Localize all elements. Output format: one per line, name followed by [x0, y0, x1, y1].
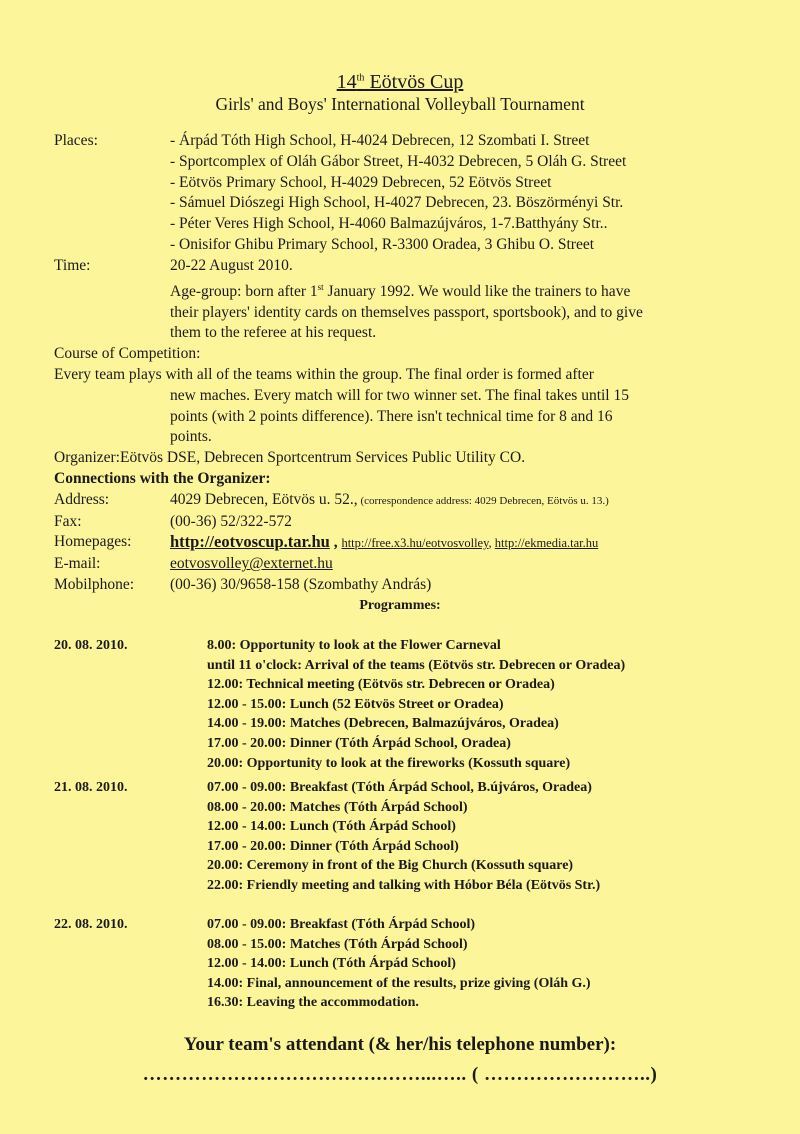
- programme-date: 20. 08. 2010.: [54, 638, 128, 653]
- info-section: [54, 131, 754, 596]
- programme-item: 12.00 - 14.00: Lunch (Tóth Árpád School): [207, 819, 456, 835]
- programme-item: 22.00: Friendly meeting and talking with Hóbor Béla (Eötvös Str.): [207, 877, 601, 893]
- programme-item: 20.00: Ceremony in front of the Big Church (Kossuth square): [207, 858, 574, 874]
- age-group-line1: Age-group: born after 1st January 1992. We would like the trainers to have: [170, 281, 631, 300]
- email-label: E-mail:: [54, 555, 101, 573]
- place-item: - Onisifor Ghibu Primary School, R-3300 Oradea, 3 Ghibu O. Street: [170, 235, 595, 253]
- address-correspondence: (correspondence address: 4029 Debrecen, Eötvös u. 13.): [357, 494, 609, 507]
- address-label: Address:: [54, 490, 110, 508]
- fax-label: Fax:: [54, 512, 82, 530]
- place-item: - Eötvös Primary School, H-4029 Debrecen, 52 Eötvös Street: [170, 173, 552, 191]
- course-line4: points.: [170, 428, 212, 446]
- attendant-fill-line: ……………………………….……...….. ( ……………………..): [142, 1064, 658, 1085]
- fax-value: (00-36) 52/322-572: [170, 512, 292, 530]
- programme-item: 12.00: Technical meeting (Eötvös str. Debrecen or Oradea): [207, 677, 555, 693]
- mobile-row: [54, 575, 754, 596]
- course-line3: points (with 2 points difference). There isn't technical time for 8 and 16: [170, 407, 613, 425]
- mobile-value: (00-36) 30/9658-158 (Szombathy András): [170, 575, 432, 593]
- places-row: [54, 131, 754, 256]
- document-title: [0, 66, 800, 94]
- attendant-heading: Your team's attendant (& her/his telephone number):: [183, 1034, 617, 1055]
- programme-item: 07.00 - 09.00: Breakfast (Tóth Árpád School, B.újváros, Oradea): [207, 780, 592, 795]
- document-subtitle: Girls' and Boys' International Volleyball Tournament: [215, 94, 585, 114]
- age-group-line3: them to the referee at his request.: [170, 324, 377, 342]
- programme-item: 17.00 - 20.00: Dinner (Tóth Árpád School): [207, 838, 459, 854]
- connections-heading: Connections with the Organizer:: [54, 469, 271, 487]
- course-line2: new maches. Every match will for two winner set. The final takes until 15: [170, 386, 629, 404]
- email-row: [54, 554, 754, 575]
- time-label: Time:: [54, 256, 91, 274]
- homepage-main-link[interactable]: http://eotvoscup.tar.hu: [170, 532, 330, 552]
- programme-item: 8.00: Opportunity to look at the Flower Carneval: [207, 638, 501, 653]
- programmes-title: Programmes:: [359, 598, 441, 613]
- homepages-row: Homepages: http://eotvoscup.tar.hu , http://free.x3.hu/eotvosvolley, http://ekmedia.tar.hu: [54, 532, 754, 554]
- programme-item: 14.00: Final, announcement of the results, prize giving (Oláh G.): [207, 975, 591, 991]
- fax-row: [54, 512, 754, 533]
- programme-item: 08.00 - 15.00: Matches (Tóth Árpád School): [207, 936, 468, 952]
- programme-date: 21. 08. 2010.: [54, 780, 128, 795]
- title-main: 14th Eötvös Cup: [336, 70, 464, 93]
- place-item: - Péter Veres High School, H-4060 Balmazújváros, 1-7.Batthyány Str..: [170, 215, 608, 233]
- programme-date: 22. 08. 2010.: [54, 917, 128, 932]
- course-line1: Every team plays with all of the teams within the group. The final order is formed after: [54, 365, 594, 383]
- address-value: 4029 Debrecen, Eötvös u. 52.,: [170, 490, 358, 508]
- place-item: - Árpád Tóth High School, H-4024 Debrecen, 12 Szombati I. Street: [170, 132, 590, 149]
- places-list: [170, 131, 754, 256]
- homepage-link-2[interactable]: http://free.x3.hu/eotvosvolley: [341, 536, 489, 551]
- places-label: Places:: [54, 132, 98, 149]
- programme-item: 16.30: Leaving the accommodation.: [207, 995, 419, 1011]
- programme-item: 12.00 - 14.00: Lunch (Tóth Árpád School): [207, 956, 456, 972]
- programme-item: 08.00 - 20.00: Matches (Tóth Árpád School): [207, 799, 468, 815]
- place-item: - Sámuel Diószegi High School, H-4027 Debrecen, 23. Böszörményi Str.: [170, 194, 624, 212]
- mobile-label: Mobilphone:: [54, 575, 135, 593]
- course-label: Course of Competition:: [54, 345, 201, 363]
- homepage-link-3[interactable]: http://ekmedia.tar.hu: [494, 536, 599, 551]
- programme-item: 14.00 - 19.00: Matches (Debrecen, Balmazújváros, Oradea): [207, 716, 559, 732]
- homepages-label: Homepages:: [54, 533, 132, 551]
- age-group-line2: their players' identity cards on themselves passport, sportsbook), and to give: [170, 303, 643, 321]
- organizer-line: Organizer:Eötvös DSE, Debrecen Sportcentrum Services Public Utility CO.: [54, 449, 526, 467]
- address-row: [54, 490, 754, 512]
- place-item: - Sportcomplex of Oláh Gábor Street, H-4032 Debrecen, 5 Oláh G. Street: [170, 152, 627, 170]
- programme-item: until 11 o'clock: Arrival of the teams (Eötvös str. Debrecen or Oradea): [207, 657, 626, 673]
- time-value: 20-22 August 2010.: [170, 256, 293, 274]
- programme-item: 17.00 - 20.00: Dinner (Tóth Árpád School, Oradea): [207, 735, 511, 751]
- programme-item: 07.00 - 09.00: Breakfast (Tóth Árpád School): [207, 917, 476, 932]
- email-link[interactable]: eotvosvolley@externet.hu: [170, 555, 333, 573]
- programme-item: 12.00 - 15.00: Lunch (52 Eötvös Street or Oradea): [207, 696, 504, 712]
- time-row: [54, 256, 754, 277]
- programme-item: 20.00: Opportunity to look at the fireworks (Kossuth square): [207, 755, 571, 771]
